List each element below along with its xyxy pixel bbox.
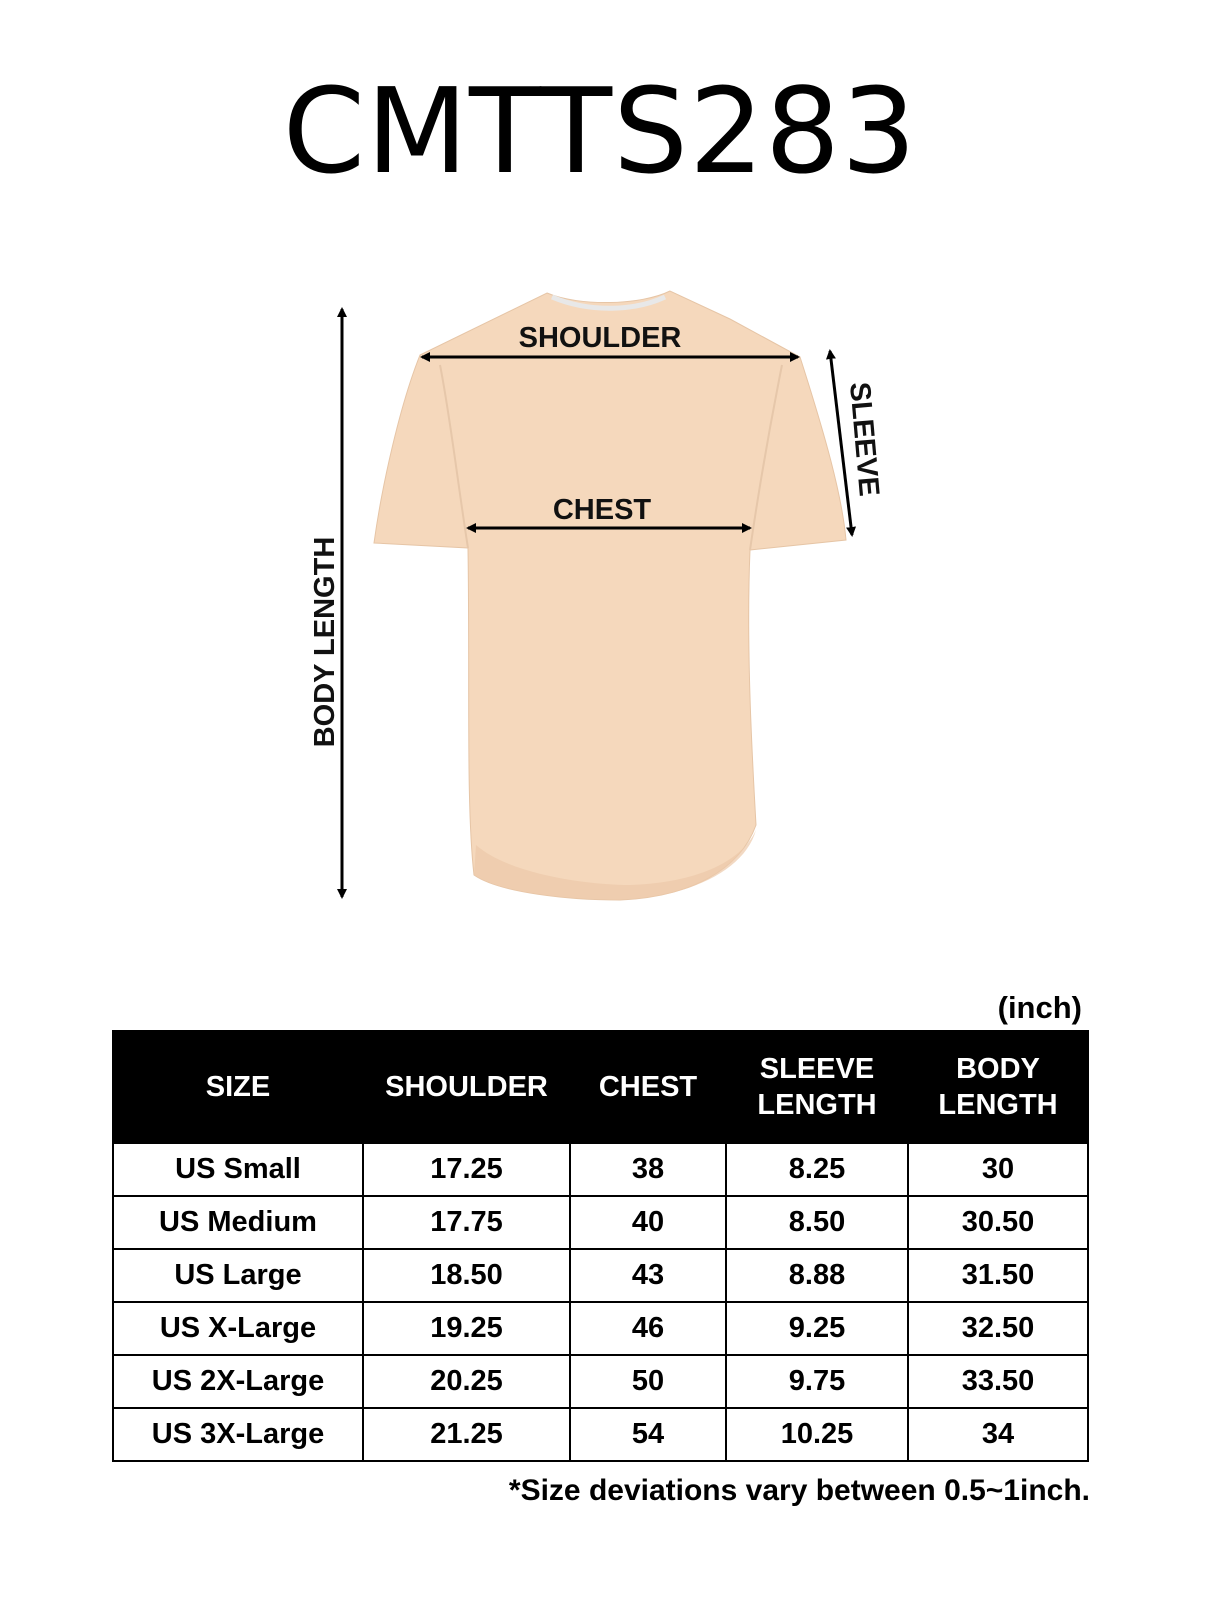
- chest-cell: 43: [570, 1249, 726, 1302]
- chest-cell: 40: [570, 1196, 726, 1249]
- header-body-length: BODY LENGTH: [908, 1031, 1088, 1143]
- chest-cell: 54: [570, 1408, 726, 1461]
- sleeve-label: SLEEVE: [843, 380, 885, 498]
- size-cell: US Large: [113, 1249, 363, 1302]
- chest-cell: 50: [570, 1355, 726, 1408]
- shoulder-cell: 17.25: [363, 1143, 570, 1196]
- table-row: [113, 1249, 1088, 1302]
- table-row: [113, 1143, 1088, 1196]
- size-cell: US Medium: [113, 1196, 363, 1249]
- sleeve-length-cell: 9.25: [726, 1302, 908, 1355]
- body-length-cell: 30: [908, 1143, 1088, 1196]
- body-length-cell: 34: [908, 1408, 1088, 1461]
- table-row: [113, 1302, 1088, 1355]
- product-code-title: CMTTS283: [282, 62, 918, 200]
- size-cell: US 2X-Large: [113, 1355, 363, 1408]
- tshirt-image: [374, 291, 846, 900]
- chest-label: CHEST: [552, 494, 652, 526]
- sleeve-length-cell: 10.25: [726, 1408, 908, 1461]
- chest-cell: 38: [570, 1143, 726, 1196]
- body-length-cell: 30.50: [908, 1196, 1088, 1249]
- body-length-cell: 31.50: [908, 1249, 1088, 1302]
- shoulder-label: SHOULDER: [518, 322, 682, 354]
- sleeve-length-cell: 8.25: [726, 1143, 908, 1196]
- header-sleeve-length: SLEEVE LENGTH: [726, 1031, 908, 1143]
- table-row: [113, 1196, 1088, 1249]
- size-cell: US Small: [113, 1143, 363, 1196]
- header-size: SIZE: [113, 1031, 363, 1143]
- header-shoulder: SHOULDER: [363, 1031, 570, 1143]
- chest-cell: 46: [570, 1302, 726, 1355]
- size-deviation-note: *Size deviations vary between 0.5~1inch.: [508, 1474, 1090, 1507]
- sleeve-length-cell: 8.88: [726, 1249, 908, 1302]
- shoulder-cell: 18.50: [363, 1249, 570, 1302]
- size-cell: US 3X-Large: [113, 1408, 363, 1461]
- table-header-row: [113, 1031, 1088, 1143]
- shoulder-cell: 17.75: [363, 1196, 570, 1249]
- shoulder-cell: 20.25: [363, 1355, 570, 1408]
- body-length-label: BODY LENGTH: [309, 536, 341, 748]
- body-length-cell: 33.50: [908, 1355, 1088, 1408]
- tshirt-measurement-diagram: [290, 285, 910, 910]
- size-cell: US X-Large: [113, 1302, 363, 1355]
- shoulder-cell: 19.25: [363, 1302, 570, 1355]
- shirt-body: [374, 291, 846, 900]
- table-row: [113, 1408, 1088, 1461]
- unit-label: (inch): [997, 990, 1082, 1025]
- sleeve-length-cell: 8.50: [726, 1196, 908, 1249]
- table-row: [113, 1355, 1088, 1408]
- header-chest: CHEST: [570, 1031, 726, 1143]
- sleeve-length-cell: 9.75: [726, 1355, 908, 1408]
- shoulder-cell: 21.25: [363, 1408, 570, 1461]
- size-chart-table: [112, 1030, 1089, 1462]
- body-length-cell: 32.50: [908, 1302, 1088, 1355]
